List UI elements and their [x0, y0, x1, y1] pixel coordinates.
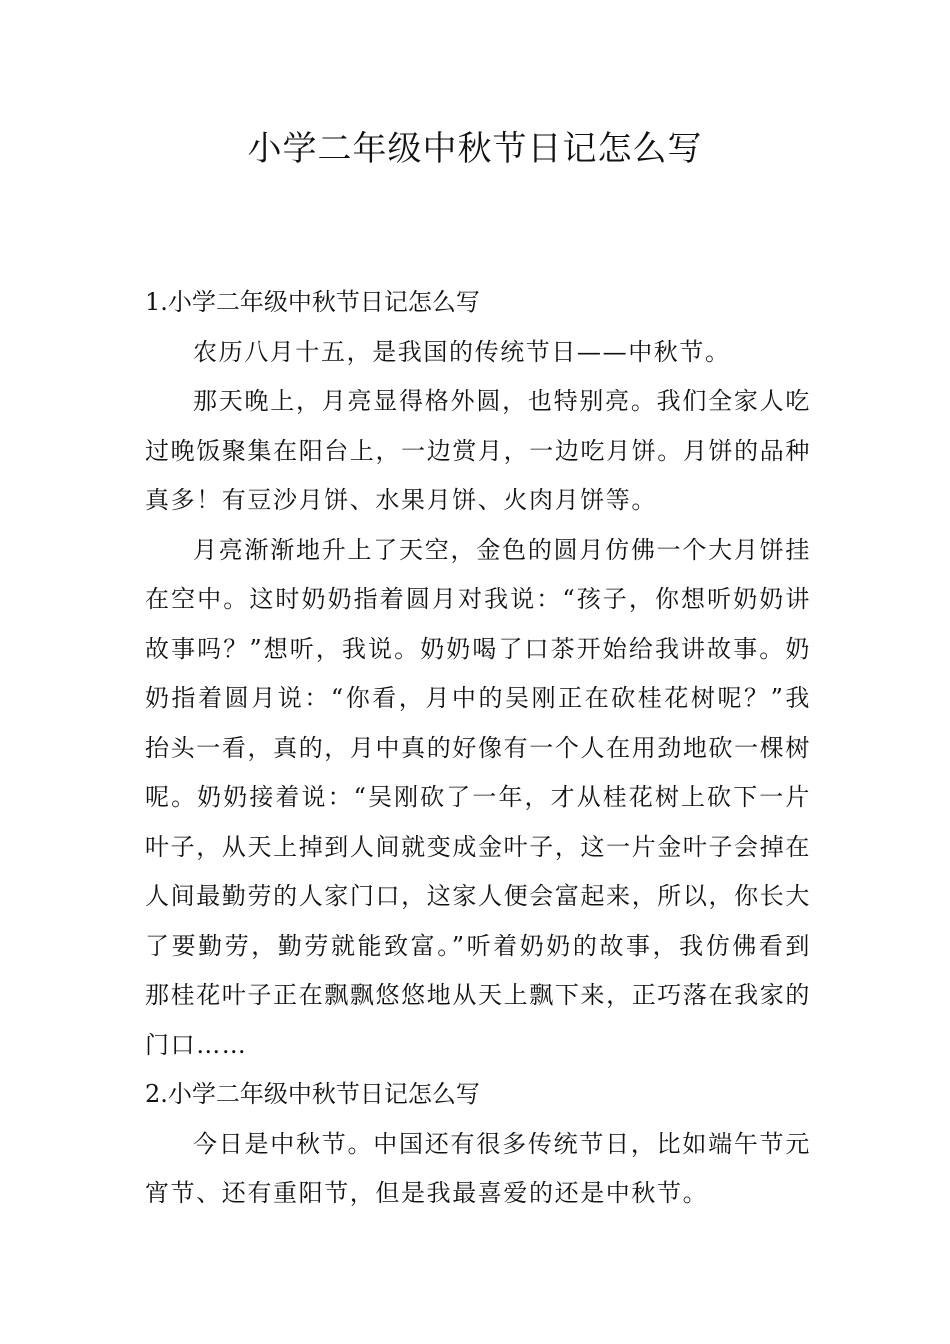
- section-heading-2: 2.小学二年级中秋节日记怎么写: [145, 1080, 480, 1108]
- document-title: 小学二年级中秋节日记怎么写: [247, 129, 703, 169]
- paragraph: 那天晚上，月亮显得格外圆，也特别亮。我们全家人吃过晚饭聚集在阳台上，一边赏月，一边吃月饼。月饼的品种真多！有豆沙月饼、水果月饼、火肉月饼等。: [145, 387, 811, 514]
- paragraph: 今日是中秋节。中国还有很多传统节日，比如端午节元宵节、还有重阳节，但是我最喜爱的还是中秋节。: [145, 1129, 811, 1207]
- document-body: [145, 278, 811, 1219]
- paragraph: 农历八月十五，是我国的传统节日——中秋节。: [193, 337, 731, 366]
- paragraph: 月亮渐渐地升上了天空，金色的圆月仿佛一个大月饼挂在空中。这时奶奶指着圆月对我说：“孩子，你想听奶奶讲故事吗？”想听，我说。奶奶喝了口茶开始给我讲故事。奶奶指着圆月说：“你看，月中的吴刚正在砍桂花树呢？”我抬头一看，真的，月中真的好像有一个人在用劲地砍一棵树呢。奶奶接着说：“吴刚砍了一年，才从桂花树上砍下一片叶子，从天上掉到人间就变成金叶子，这一片金叶子会掉在人间最勤劳的人家门口，这家人便会富起来，所以，你长大了要勤劳，勤劳就能致富。”听着奶奶的故事，我仿佛看到那桂花叶子正在飘飘悠悠地从天上飘下来，正巧落在我家的门口……: [145, 535, 811, 1059]
- section-heading-1: 1.小学二年级中秋节日记怎么写: [145, 288, 480, 316]
